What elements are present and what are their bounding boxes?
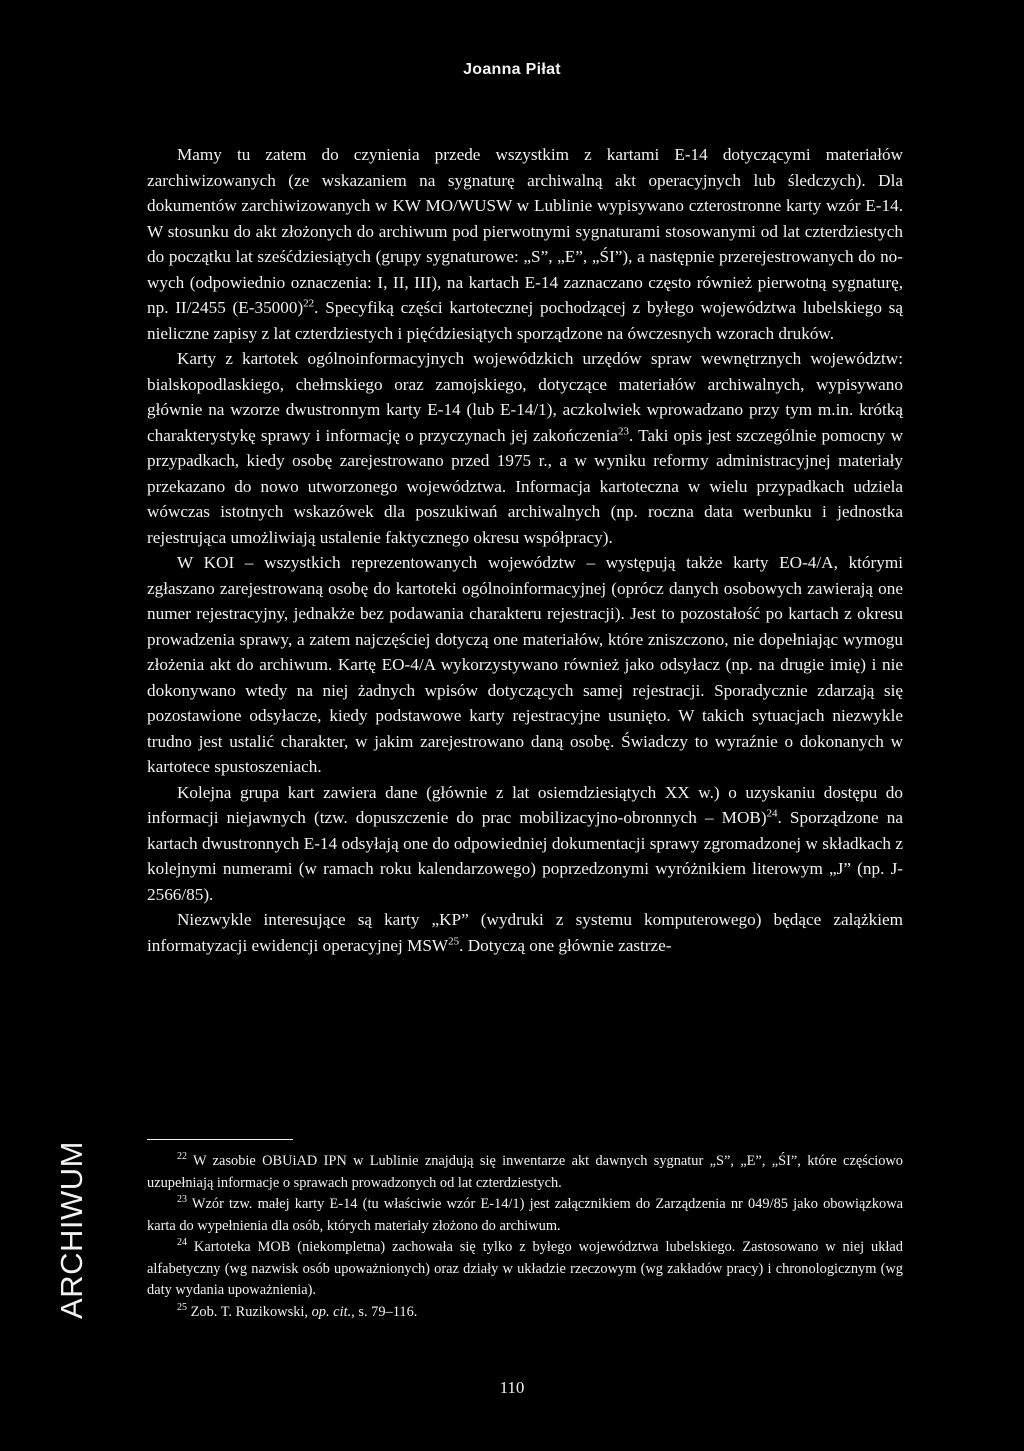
text-run: Kartoteka MOB (niekompletna) zachowała się tylko z byłego województwa lubelskiego. Zastosowano w niej układ alfabetyczny (wg nazwisk osób upoważnionych) oraz działy w układzie rzeczowym (wg zakładów pracy) i chronologicznym (wg daty wydania upoważnienia). [147,1239,903,1298]
text-run: . Dotyczą one głównie zastrze- [459,935,672,955]
side-label-text: ARCHIWUM [54,1141,89,1319]
body-paragraph [147,346,903,550]
footnotes [147,1151,903,1323]
body-text [147,142,903,958]
footnote-reference: 22 [303,297,315,310]
footnote-reference: 23 [617,424,629,437]
footnote-23 [147,1194,903,1237]
text-run: Kolejna grupa kart zawiera dane (głównie z lat osiemdziesiątych XX w.) o uzyskaniu dostępu do informacji niejawnych (tzw. dopuszczenie do prac mobilizacyjno-obronnych – MOB) [147,782,903,827]
text-run: Zob. T. Ruzikowski, [187,1303,312,1320]
text-run: Mamy tu zatem do czynienia przede wszystkim z kartami E-14 dotyczącymi materiałów zarchiwizowanych (ze wskazaniem na sygnaturę archiwalną akt operacyjnych lub śledczych). Dla dokumentów zarchiwizowanych w KW MO/WUSW w Lublinie wypisywano czterostronne karty wzór E-14. W stosunku do akt złożonych do archiwum pod pierwotnymi sygnaturami stosowanymi od lat czterdziestych do początku lat sześćdziesiątych (grupy sygnaturowe: „S”, „E”, „ŚI”), a następnie przerejestrowanych do nowych (odpowiednio oznaczenia: I, II, III), na kartach E-14 zaznaczano często również pierwotną sygnaturę, np. II/2455 (E-35000) [147,145,903,317]
body-paragraph [147,907,903,958]
running-header-author: Joanna Piłat [463,61,561,78]
footnote-divider [147,1139,293,1140]
footnote-22 [147,1151,903,1194]
text-run: Wzór tzw. małej karty E-14 (tu właściwie wzór E-14/1) jest załącznikiem do Zarządzenia nr 049/85 jako obowiązkowa karta do wypełnienia dla osób, których materiały złożono do archiwum. [147,1196,903,1234]
side-label [52,1125,92,1335]
page-number: 110 [499,1378,525,1397]
body-paragraph [147,142,903,346]
text-run: W zasobie OBUiAD IPN w Lublinie znajdują się inwentarze akt dawnych sygnatur „S”, „E”, „ŚI”, które częściowo uzupełniają informacje o sprawach prowadzonych od lat czterdziestych. [147,1153,903,1191]
italic-text: op. cit. [311,1303,352,1320]
footnote-number: 24 [177,1237,187,1249]
text-run: W KOI – wszystkich reprezentowanych województw – występują także karty EO-4/A, którymi zgłaszano zarejestrowaną osobę do kartoteki ogólnoinformacyjnej (oprócz danych osobowych zawierają one numer rejestracyjny, jednakże bez podawania charakteru rejestracji). Jest to pozostałość po kartach z okresu prowadzenia sprawy, a zatem najczęściej dotyczą one materiałów, które zniszczono, nie dopełniając wymogu złożenia akt do archiwum. Kartę EO-4/A wykorzystywano również jako odsyłacz (np. na drugie imię) i nie dokonywano wtedy na niej żadnych wpisów dotyczących samej rejestracji. Sporadycznie zdarzają się pozostawione odsyłacze, kiedy podstawowe karty rejestracyjne usunięto. W takich sytuacjach niezwykle trudno jest ustalić charakter, w jakim zarejestrowano daną osobę. Świadczy to wyraźnie o dokonanych w kartotece spustoszeniach. [147,553,903,776]
text-run: . Specyfiką części kartotecznej pochodzącej z byłego województwa lubelskiego są nieliczne zapisy z lat czterdziestych i pięćdziesiątych sporządzone na ówczesnych wzorach druków. [147,298,903,343]
footnote-number: 25 [177,1301,187,1313]
footnote-number: 22 [177,1151,187,1163]
text-run: Niezwykle interesujące są karty „KP” (wydruki z systemu komputerowego) będące zalążkiem informatyzacji ewidencji operacyjnej MSW [147,910,903,955]
text-run: . Taki opis jest szczególnie pomocny w przypadkach, kiedy osobę zarejestrowano przed 1975 r., a w wyniku reformy administracyjnej materiały przekazano do nowo utworzonego województwa. Informacja kartoteczna w wielu przypadkach udziela wówczas istotnych wskazówek dla poszukiwań archiwalnych (np. roczna data werbunku i jednostka rejestrująca umożliwiają ustalenie faktycznego okresu współpracy). [147,425,904,547]
text-run: Karty z kartotek ogólnoinformacyjnych wojewódzkich urzędów spraw wewnętrznych województw: bialskopodlaskiego, chełmskiego oraz zamojskiego, dotyczące materiałów archiwalnych, wypisywano głównie na wzorze dwustronnym karty E-14 (lub E-14/1), aczkolwiek wprowadzano przy tym m.in. krótką charakterystykę sprawy i informację o przyczynach jej zakończenia [147,349,903,445]
body-paragraph [147,550,903,780]
text-run: . Sporządzone na kartach dwustronnych E-14 odsyłają one do odpowiedniej dokumentacji sprawy zgromadzonej w składkach z kolejnymi numerami (w ramach roku kalendarzowego) poprzedzonymi wyróżnikiem literowym „J” (np. J-2566/85). [147,808,903,904]
footnote-reference: 24 [766,807,778,820]
footnote-24 [147,1237,903,1302]
footnote-number: 23 [177,1194,187,1206]
body-paragraph [147,780,903,908]
text-run: , s. 79–116. [351,1303,418,1320]
footnote-reference: 25 [448,934,460,947]
footnote-25 [147,1302,903,1324]
